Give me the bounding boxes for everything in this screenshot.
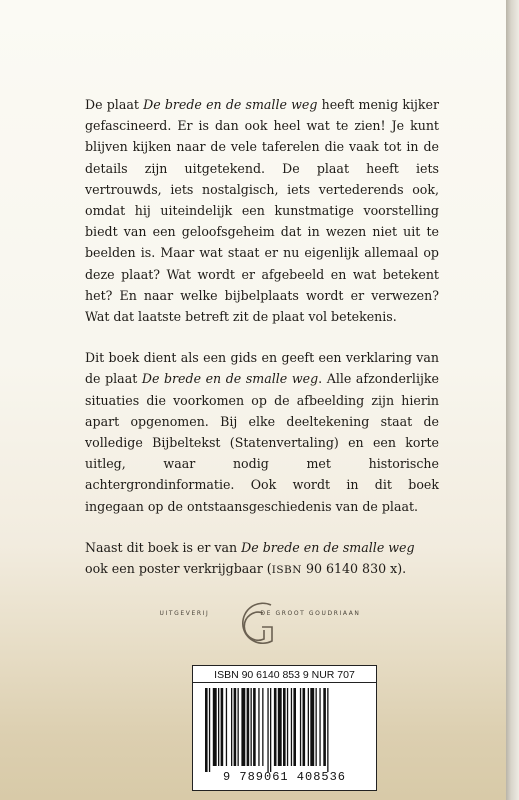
barcode-stripe (234, 688, 237, 766)
barcode-stripe (213, 688, 217, 766)
barcode-stripe (287, 688, 288, 766)
barcode-stripe (238, 688, 239, 766)
publisher-name (150, 610, 370, 617)
barcode-stripe (209, 688, 210, 772)
blurb-text-run: ). (397, 561, 407, 577)
barcode-stripe (241, 688, 245, 766)
barcode-stripe (323, 688, 326, 766)
barcode-stripe (300, 688, 301, 766)
blurb-text (85, 94, 439, 601)
cover-edge (506, 0, 519, 800)
barcode-stripe (226, 688, 227, 766)
blurb-paragraph-1 (85, 94, 439, 327)
barcode-stripe (262, 688, 263, 766)
barcode-stripe (218, 688, 219, 766)
blurb-text-run: ook een poster verkrijgbaar ( (85, 561, 272, 577)
barcode-stripe (221, 688, 224, 766)
blurb-text-run: . Alle afzonderlijke situaties die voorkomen op de afbeelding zijn hierin apart opgenomen. Bij elke deeltekening staat de volledige Bijbeltekst (Statenvertaling) en een korte uitleg, waar nodig met historische achtergrondinformatie. Ook wordt in dit boek ingegaan op de ontstaansgeschiedenis van de plaat. (85, 371, 439, 514)
ean-digits: 9 789061 408536 (222, 770, 347, 784)
barcode-stripe (267, 688, 268, 772)
gg-monogram-icon (150, 597, 370, 657)
barcode-stripe (251, 688, 252, 766)
barcode-stripe (253, 688, 256, 766)
barcode-label (192, 665, 377, 791)
barcode-stripe (205, 688, 208, 772)
barcode-stripe (274, 688, 277, 766)
barcode-stripe (247, 688, 250, 766)
isbn-divider (193, 682, 376, 683)
book-title-italic: De brede en de smalle weg (241, 539, 415, 555)
barcode-stripe (319, 688, 320, 766)
barcode-stripe (278, 688, 282, 766)
blurb-text-run: Naast dit boek is er van (85, 539, 242, 555)
isbn-nur-line: ISBN 90 6140 853 9 NUR 707 (214, 669, 355, 681)
barcode-stripe (283, 688, 286, 766)
barcode-stripe (291, 688, 292, 766)
barcode-stripe (316, 688, 317, 766)
book-title-italic: De brede en de smalle weg (143, 97, 318, 112)
publisher-name-right: DE GROOT GOUDRIAAN (260, 610, 361, 617)
blurb-paragraph-3 (85, 537, 439, 581)
barcode-stripe (270, 688, 271, 772)
poster-isbn-label: ISBN (271, 564, 302, 577)
barcode-stripe (303, 688, 306, 766)
barcode-stripe (327, 688, 328, 772)
barcode-stripe (293, 688, 296, 766)
publisher-name-left: UITGEVERIJ (159, 610, 210, 617)
blurb-text-run: De plaat (85, 97, 144, 112)
barcode-stripe (231, 688, 232, 766)
book-title-italic: De brede en de smalle weg (141, 371, 319, 387)
barcode-stripe (308, 688, 309, 766)
barcode-bars (203, 688, 368, 772)
blurb-paragraph-2 (85, 347, 439, 517)
barcode-stripe (310, 688, 314, 766)
poster-isbn-value: 90 6140 830 x (301, 561, 398, 577)
blurb-text-run: heeft menig kijker gefascineerd. Er is dan ook heel wat te zien! Je kunt blijven kijken naar de vele taferelen die vaak tot in de details zijn uitgetekend. De plaat heeft iets vertrouwds, iets nostalgisch, iets vertederends ook, omdat hij uiteindelijk een kunstmatige voorstelling biedt van een geloofsgeheim dat in wezen niet uit te beelden is. Maar wat staat er nu eigenlijk allemaal op deze plaat? Wat wordt er afgebeeld en wat betekent het? En naar welke bijbelplaats wordt er verwezen? Wat dat laatste betreft zit de plaat vol betekenis. (85, 97, 439, 325)
barcode-stripe (258, 688, 259, 766)
blurb-text-run: Dit boek dient als een gids en geeft een verklaring van de plaat (85, 350, 439, 387)
